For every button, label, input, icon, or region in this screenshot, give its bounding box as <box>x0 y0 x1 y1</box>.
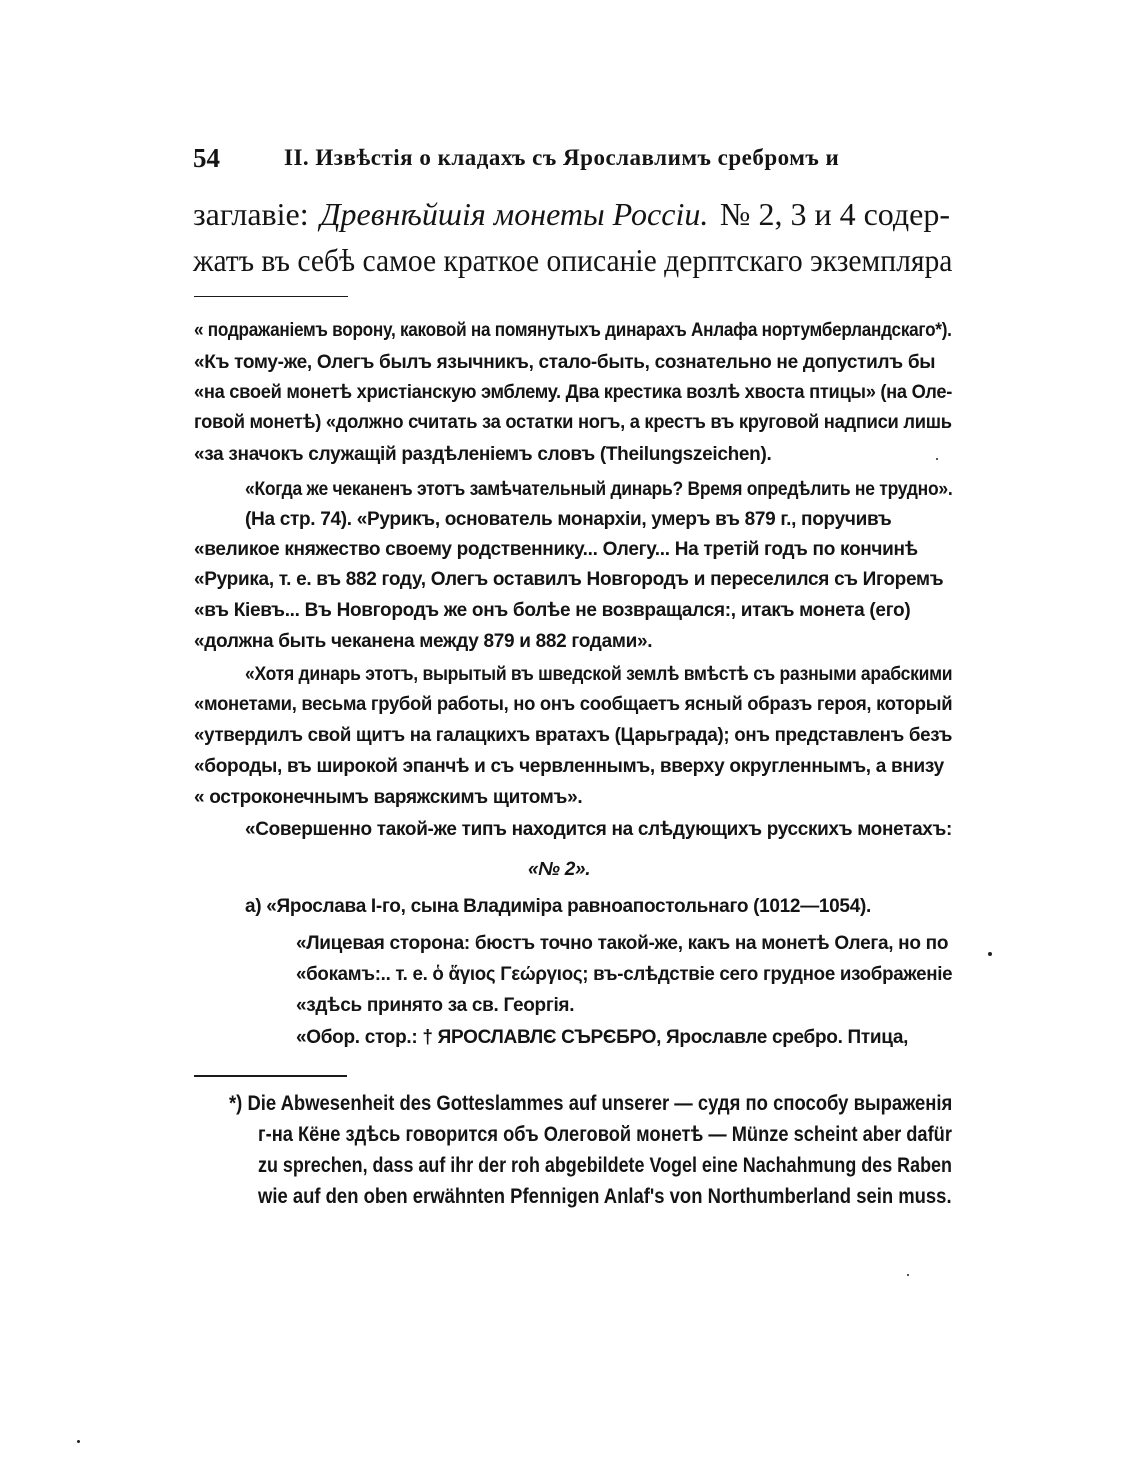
coin-number-heading: «№ 2». <box>528 859 591 880</box>
text-line: «за значокъ служащій раздѣленіемъ словъ (Theilungszeichen). <box>194 444 772 465</box>
intro-line-1 <box>193 196 950 233</box>
text-line: «Къ тому-же, Олегъ былъ язычникъ, стало-быть, сознательно не допустилъ бы <box>194 352 936 373</box>
text-line: говой монетѣ) «должно считать за остатки ногъ, а крестъ въ круговой надписи лишь <box>194 412 952 433</box>
text-line: « подражаніемъ ворону, каковой на помянутыхъ динарахъ Анлафа нортумберландскаго*). <box>194 320 952 341</box>
print-speck <box>907 1274 909 1276</box>
text-line: «Обор. стор.: † ЯРОСЛАВЛЄ СЪРЄБРО, Ярославле сребро. Птица, <box>296 1027 909 1048</box>
text-line: « остроконечнымъ варяжскимъ щитомъ». <box>194 787 583 808</box>
running-header: II. Извѣстія о кладахъ съ Ярославлимъ сребромъ и <box>284 145 840 170</box>
text-line: «монетами, весьма грубой работы, но онъ сообщаетъ ясный образъ героя, который <box>194 694 953 715</box>
print-speck <box>936 458 938 460</box>
footnote-line: г-на Кёне здѣсь говорится объ Олеговой монетѣ — Münze scheint aber dafür <box>258 1123 952 1146</box>
footnote-rule <box>194 1075 347 1077</box>
text-line: «здѣсь принято за св. Георгія. <box>296 995 575 1016</box>
text-line: «на своей монетѣ христіанскую эмблему. Два крестика возлѣ хвоста птицы» (на Оле- <box>194 382 953 403</box>
text-line: «бокамъ:.. т. е. ὁ ἅγιος Γεώργιος; въ-слѣдствіе сего грудное изображеніе <box>296 964 953 985</box>
text-line: «утвердилъ свой щитъ на галацкихъ вратахъ (Царьграда); онъ представленъ безъ <box>194 725 953 746</box>
text-line: «Совершенно такой-же типъ находится на слѣдующихъ русскихъ монетахъ: <box>245 819 953 840</box>
page-number: 54 <box>193 143 220 173</box>
text-line: (На стр. 74). «Рурикъ, основатель монархіи, умеръ въ 879 г., поручивъ <box>245 509 892 530</box>
text-line: «великое княжество своему родственнику... Олегу... На третій годъ по кончинѣ <box>194 539 918 560</box>
section-rule <box>194 296 348 297</box>
footnote-line: zu sprechen, dass auf ihr der roh abgebildete Vogel eine Nachahmung des Raben <box>258 1154 952 1177</box>
print-speck <box>77 1440 80 1443</box>
text-line: «въ Кіевъ... Въ Новгородъ же онъ болѣе не возвращался:, итакъ монета (его) <box>194 600 911 621</box>
print-speck <box>988 952 992 956</box>
footnote-line: *) Die Abwesenheit des Gotteslammes auf unserer — судя по способу выраженія <box>229 1092 953 1115</box>
text-line: «Лицевая сторона: бюстъ точно такой-же, какъ на монетѣ Олега, но по <box>296 933 949 954</box>
intro-prefix: заглавіе: <box>193 196 309 232</box>
intro-suffix: № 2, 3 и 4 содер- <box>719 196 950 232</box>
text-line: «Хотя динарь этотъ, вырытый въ шведской землѣ вмѣстѣ съ разными арабскими <box>245 664 953 685</box>
text-line: «бороды, въ широкой эпанчѣ и съ червленнымъ, вверху округленнымъ, а внизу <box>194 756 944 777</box>
footnote-line: wie auf den oben erwähnten Pfennigen Anlaf's von Northumberland sein muss. <box>258 1185 952 1208</box>
text-line: «Рурика, т. е. въ 882 году, Олегъ оставилъ Новгородъ и переселился съ Игоремъ <box>194 569 944 590</box>
intro-italic-title: Древнѣйшія монеты Россіи. <box>320 196 709 232</box>
text-line: «должна быть чеканена между 879 и 882 годами». <box>194 631 653 652</box>
intro-line-2: жатъ въ себѣ самое краткое описаніе дерптскаго экземпляра <box>193 242 953 278</box>
text-line: a) «Ярослава I-го, сына Владиміра равноапостольнаго (1012—1054). <box>245 896 871 917</box>
text-line: «Когда же чеканенъ этотъ замѣчательный динарь? Время опредѣлить не трудно». <box>245 479 953 500</box>
